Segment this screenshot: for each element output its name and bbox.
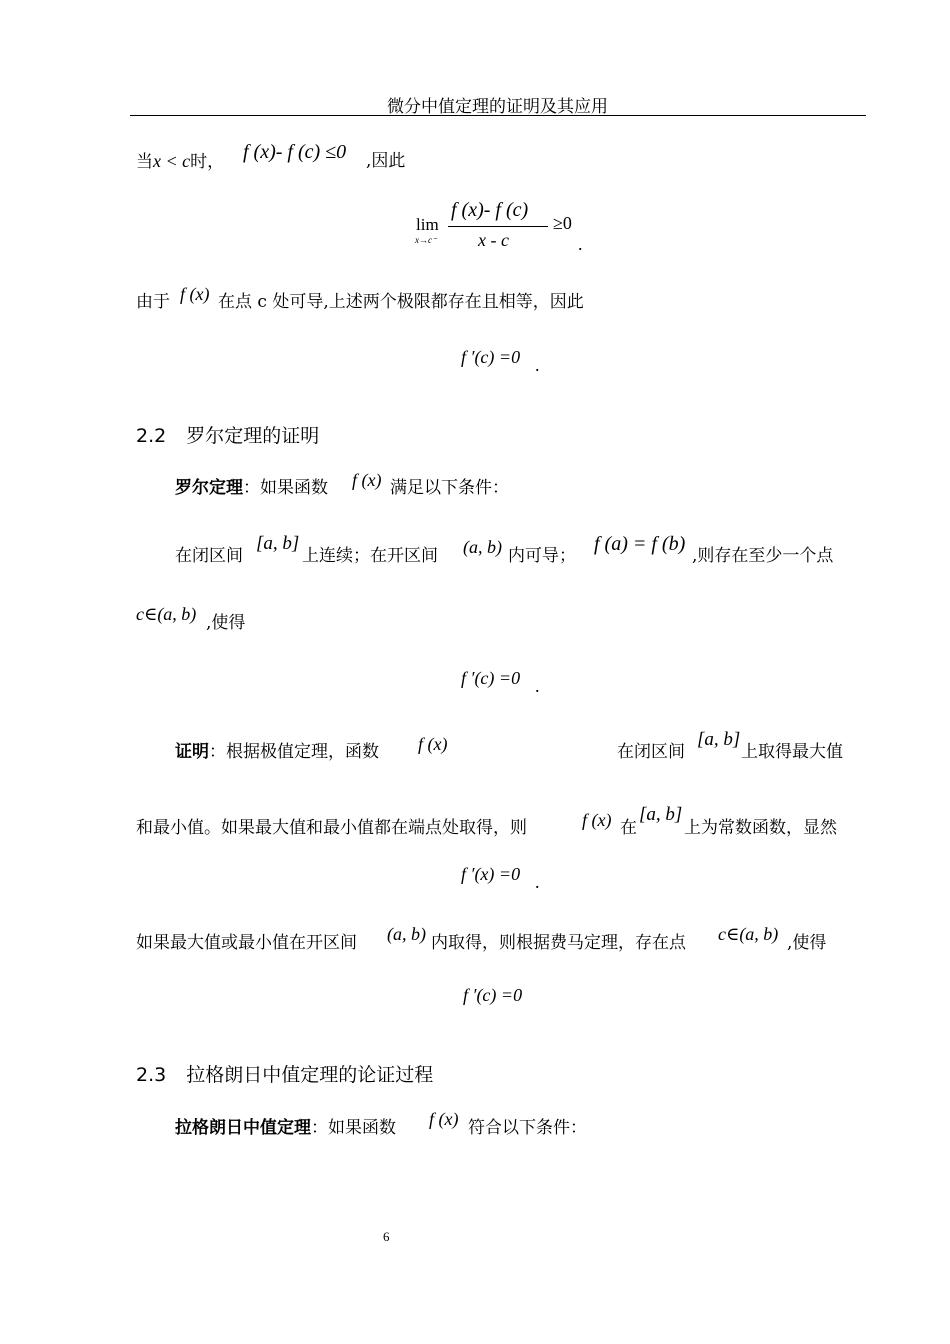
rolle-statement [175,478,328,498]
math-open-interval-1: (a, b) [463,537,502,557]
text-since-rest: 在点 c 处可导,上述两个极限都存在且相等，因此 [218,292,584,312]
eq1-dot: . [578,234,583,254]
text-therefore: ,因此 [366,151,406,171]
math-fx-5: f (x) [429,1109,459,1129]
math-open-interval-2: (a, b) [387,924,426,944]
math-x-lt-c: x < c [153,151,191,171]
text-since: 由于 [136,292,170,312]
eq5-expr: f ′(c) =0 [463,985,523,1005]
eq2-expr: f ′(c) =0 [461,347,521,367]
proof2-text-c: 上为常数函数，显然 [684,818,837,838]
math-ineq: f (x)- f (c) ≤0 [243,141,347,163]
math-fx-4: f (x) [582,810,612,830]
header-rule [130,115,866,116]
cond-text-d: ,则存在至少一个点 [692,546,834,566]
rolle-tail: 满足以下条件： [390,478,509,498]
eq1-fraction-bar [448,226,548,227]
eq1-denominator: x - c [478,230,509,250]
lagrange-tail: 符合以下条件： [468,1118,587,1138]
text-when: 当 [136,152,153,172]
eq1-numerator: f (x)- f (c) [451,199,529,221]
eq3-dot: . [535,676,540,696]
para-when-line [136,151,224,172]
proof-right: 在闭区间 [617,742,685,762]
section-2-2-title: 罗尔定理的证明 [186,425,320,447]
rolle-colon-text: ：如果函数 [243,478,328,498]
math-fx-2: f (x) [352,470,382,490]
math-closed-interval-3: [a, b] [639,804,683,825]
lagrange-statement [175,1118,396,1138]
lagrange-label: 拉格朗日中值定理 [175,1118,311,1138]
proof-label: 证明 [175,742,209,762]
proof3-text-a: 如果最大值或最小值在开区间 [136,933,357,953]
cond2-tail: ,使得 [206,613,246,633]
eq3-expr: f ′(c) =0 [461,668,521,688]
proof2-text-b: 在 [620,818,637,838]
cond-text-b: 上连续；在开区间 [302,546,438,566]
math-c-in-ab-2: c∈(a, b) [718,924,779,944]
proof-line-1 [175,742,379,762]
page-header-title: 微分中值定理的证明及其应用 [387,97,608,117]
text-shi: 时， [190,152,225,172]
section-2-2-heading [136,421,319,448]
section-2-3-heading [136,1060,433,1087]
eq2-dot: . [535,355,540,375]
proof2-text-a: 和最小值。如果最大值和最小值都在端点处取得，则 [136,818,527,838]
rolle-label: 罗尔定理 [175,478,243,498]
math-closed-interval-2: [a, b] [697,729,741,750]
proof3-text-b: 内取得，则根据费马定理，存在点 [431,933,686,953]
math-c-in-ab-1: c∈(a, b) [136,604,197,624]
section-2-2-number: 2.2 [136,425,167,447]
math-fx-1: f (x) [180,284,210,304]
proof3-text-c: ,使得 [787,933,827,953]
math-fx-3: f (x) [418,734,448,754]
cond-text-c: 内可导； [508,546,576,566]
math-fa-eq-fb: f (a) = f (b) [594,533,686,555]
section-2-3-number: 2.3 [136,1064,167,1086]
lagrange-colon-text: ：如果函数 [311,1118,396,1138]
proof-tail: 上取得最大值 [741,742,843,762]
eq1-lim-sub: x→c⁻ [415,235,437,245]
eq1-rhs: ≥0 [553,213,572,233]
eq4-dot: . [535,872,540,892]
page-number: 6 [383,1229,390,1244]
proof-text: ：根据极值定理，函数 [209,742,379,762]
math-closed-interval-1: [a, b] [256,533,300,554]
cond-text-a: 在闭区间 [175,546,243,566]
eq4-expr: f ′(x) =0 [461,864,521,884]
eq1-lim: lim [416,215,439,234]
section-2-3-title: 拉格朗日中值定理的论证过程 [186,1064,434,1086]
